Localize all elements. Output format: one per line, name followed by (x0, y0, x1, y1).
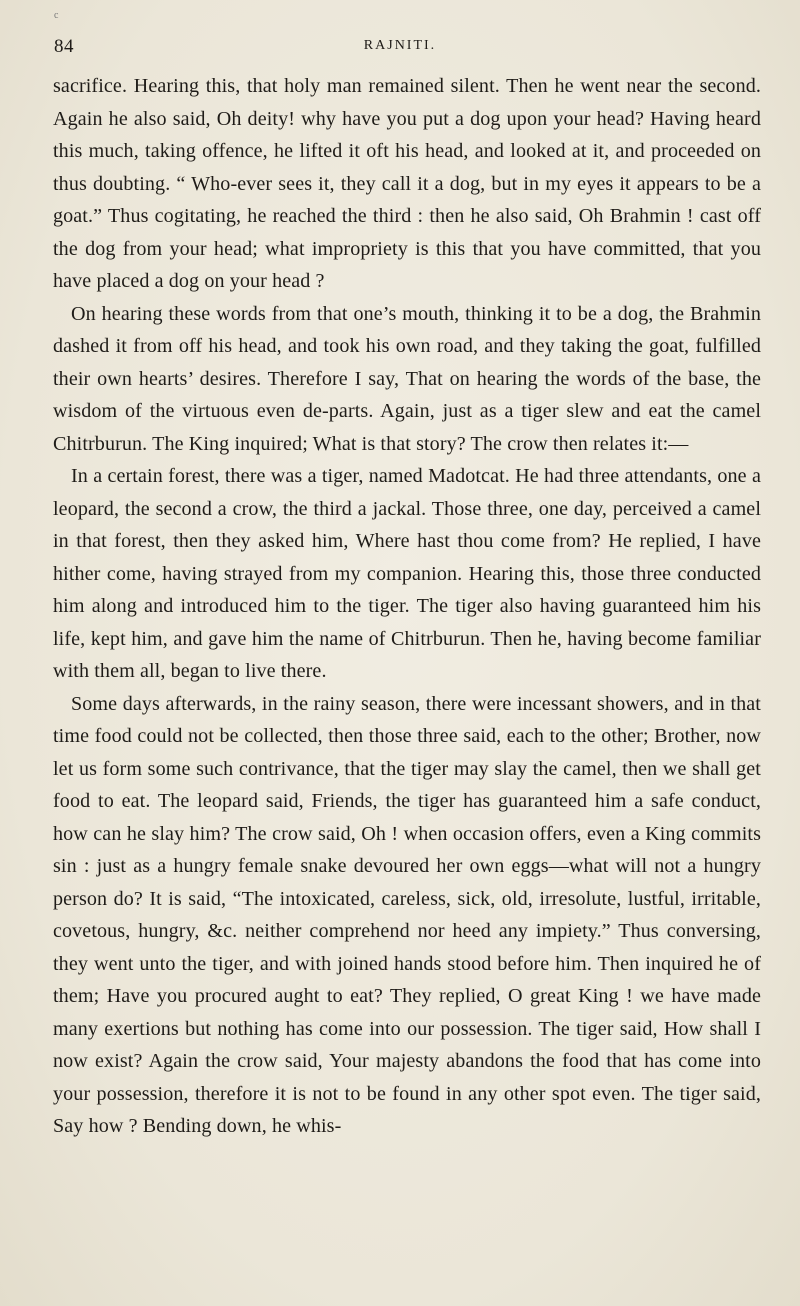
running-head (54, 36, 746, 60)
body-text (53, 70, 761, 1143)
paragraph-3: In a certain forest, there was a tiger, named Madotcat. He had three attendants, one a leopard, the second a crow, the third a jackal. Those three, one day, perceived a camel in that forest, then they asked him, Where hast thou come from? He replied, I have hither come, having strayed from my companion. Hearing this, those three conducted him along and introduced him to the tiger. The tiger also having guaranteed him his life, kept him, and gave him the name of Chitrburun. Then he, having become familiar with them all, began to live there. (53, 465, 761, 682)
paragraph-2: On hearing these words from that one’s mouth, thinking it to be a dog, the Brahmin dashed it from off his head, and took his own road, and they taking the goat, fulfilled their own hearts’ desires. Therefore I say, That on hearing the words of the base, the wisdom of the virtuous even de-parts. Again, just as a tiger slew and eat the camel Chitrburun. The King inquired; What is that story? The crow then relates it:— (53, 302, 761, 455)
running-title: RAJNITI. (363, 38, 437, 53)
paragraph-1: sacrifice. Hearing this, that holy man remained silent. Then he went near the second. Again he also said, Oh deity! why have you put a dog upon your head? Having heard this much, taking offence, he lifted it oft his head, and looked at it, and proceeded on thus doubting. “ Who-ever sees it, they call it a dog, but in my eyes it appears to be a goat.” Thus cogitating, he reached the third : then he also said, Oh Brahmin ! cast off the dog from your head; what impropriety is this that you have committed, that you have placed a dog on your head ? (53, 75, 761, 292)
corner-mark: c (54, 10, 59, 21)
page-number: 84 (54, 36, 74, 57)
paragraph-4: Some days afterwards, in the rainy season, there were incessant showers, and in that time food could not be collected, then those three said, each to the other; Brother, now let us form some such contrivance, that the tiger may slay the camel, then we shall get food to eat. The leopard said, Friends, the tiger has guaranteed him a safe conduct, how can he slay him? The crow said, Oh ! when occasion offers, even a King commits sin : just as a hungry female snake devoured her own eggs—what will not a hungry person do? It is said, “The intoxicated, careless, sick, old, irresolute, lustful, irritable, covetous, hungry, &c. neither comprehend nor heed any impiety.” Thus conversing, they went unto the tiger, and with joined hands stood before him. Then inquired he of them; Have you procured aught to eat? They replied, O great King ! we have made many exertions but nothing has come into our possession. The tiger said, How shall I now exist? Again the crow said, Your majesty abandons the food that has come into your possession, therefore it is not to be found in any other spot even. The tiger said, Say how ? Bending down, he whis- (53, 692, 761, 1137)
